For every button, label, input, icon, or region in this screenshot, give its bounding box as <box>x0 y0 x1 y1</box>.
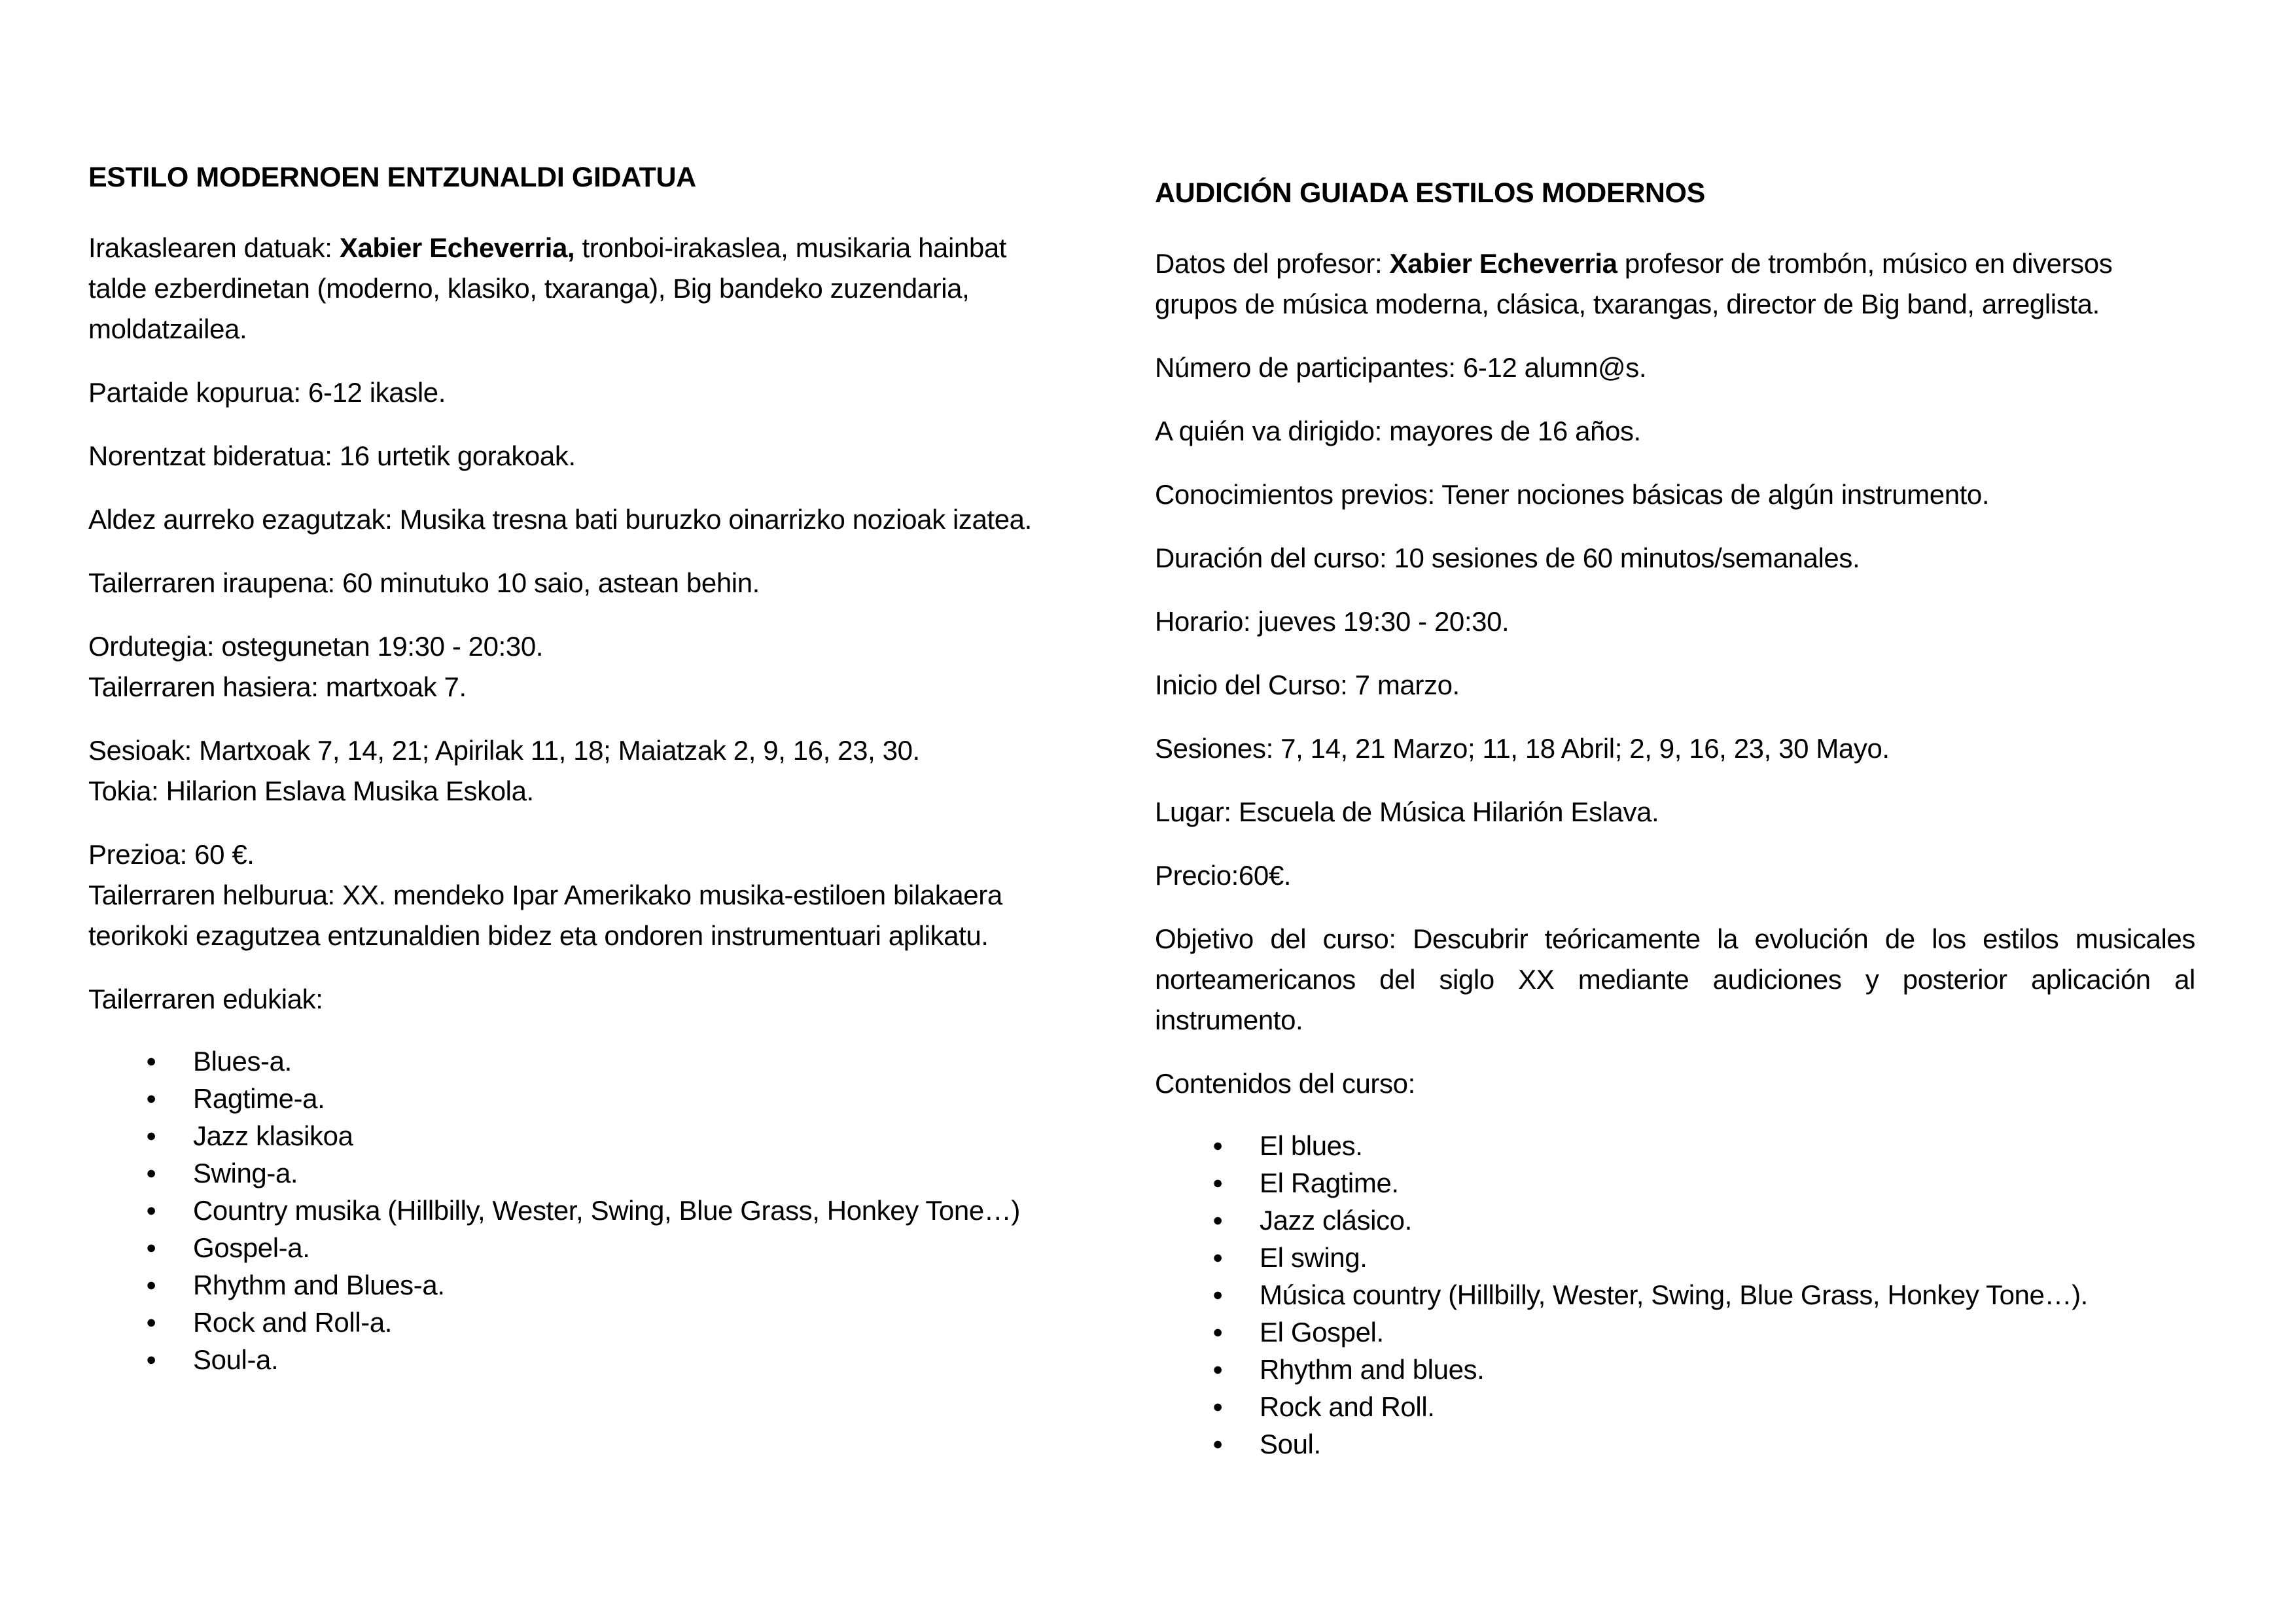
right-price: Precio:60€. <box>1155 860 1292 891</box>
right-prerequisites: Conocimientos previos: Tener nociones básicas de algún instrumento. <box>1155 479 1990 510</box>
left-duration: Tailerraren iraupena: 60 minutuko 10 saio, astean behin. <box>88 567 760 598</box>
left-teacher-info <box>88 228 1070 349</box>
left-contents-label: Tailerraren edukiak: <box>88 984 323 1014</box>
list-item: ● Rhythm and blues. <box>1155 1351 2195 1388</box>
right-duration: Duración del curso: 10 sesiones de 60 minutos/semanales. <box>1155 543 1860 573</box>
list-item: ● Ragtime-a. <box>88 1080 1070 1117</box>
left-schedule-block <box>88 626 1070 707</box>
list-item: ● Música country (Hillbilly, Wester, Swing, Blue Grass, Honkey Tone…). <box>1155 1276 2195 1313</box>
left-teacher-name: Xabier Echeverria, <box>339 232 575 263</box>
left-objective: Tailerraren helburua: XX. mendeko Ipar Amerikako musika-estiloen bilakaera teorikoki ezagutzea entzunaldien bidez eta ondoren instrumentuari aplikatu. <box>88 880 1002 951</box>
list-item: ● Soul. <box>1155 1425 2195 1463</box>
left-contents-list <box>88 1043 1070 1378</box>
list-item: ● El Ragtime. <box>1155 1164 2195 1202</box>
left-prerequisites: Aldez aurreko ezagutzak: Musika tresna bati buruzko oinarrizko nozioak izatea. <box>88 504 1032 535</box>
right-audience: A quién va dirigido: mayores de 16 años. <box>1155 416 1641 446</box>
basque-column <box>88 157 1070 1378</box>
spanish-column <box>1155 173 2195 1463</box>
list-item: ● Soul-a. <box>88 1341 1070 1378</box>
list-item: ● Gospel-a. <box>88 1229 1070 1266</box>
list-item: ● Jazz clásico. <box>1155 1202 2195 1239</box>
list-item: ● El blues. <box>1155 1127 2195 1164</box>
left-location: Tokia: Hilarion Eslava Musika Eskola. <box>88 776 534 806</box>
list-item: ● Rock and Roll-a. <box>88 1304 1070 1341</box>
left-sessions: Sesioak: Martxoak 7, 14, 21; Apirilak 11, 18; Maiatzak 2, 9, 16, 23, 30. <box>88 735 920 766</box>
list-item: ● Rock and Roll. <box>1155 1388 2195 1425</box>
list-item: ● Rhythm and Blues-a. <box>88 1266 1070 1304</box>
right-objective: Objetivo del curso: Descubrir teóricamente la evolución de los estilos musicales norteamericanos del siglo XX mediante audiciones y posterior aplicación al instrumento. <box>1155 923 2195 1035</box>
left-teacher-prefix: Irakaslearen datuak: <box>88 232 340 263</box>
right-teacher-rest: profesor de trombón, músico en diversos grupos de música moderna, clásica, txarangas, director de Big band, arreglista. <box>1155 248 2113 319</box>
list-item: ● Country musika (Hillbilly, Wester, Swing, Blue Grass, Honkey Tone…) <box>88 1192 1070 1229</box>
right-contents-list <box>1155 1127 2195 1463</box>
left-participants: Partaide kopurua: 6-12 ikasle. <box>88 377 446 408</box>
left-column-heading: ESTILO MODERNOEN ENTZUNALDI GIDATUA <box>88 162 696 193</box>
right-schedule: Horario: jueves 19:30 - 20:30. <box>1155 606 1510 637</box>
right-participants: Número de participantes: 6-12 alumn@s. <box>1155 352 1647 383</box>
list-item: ● Blues-a. <box>88 1043 1070 1080</box>
right-teacher-info <box>1155 243 2195 325</box>
list-item: ● El Gospel. <box>1155 1313 2195 1351</box>
left-price: Prezioa: 60 €. <box>88 839 255 870</box>
right-contents-label: Contenidos del curso: <box>1155 1068 1415 1099</box>
right-location: Lugar: Escuela de Música Hilarión Eslava. <box>1155 796 1659 827</box>
left-schedule: Ordutegia: ostegunetan 19:30 - 20:30. <box>88 631 544 662</box>
right-column-heading: AUDICIÓN GUIADA ESTILOS MODERNOS <box>1155 177 1705 209</box>
left-start-date: Tailerraren hasiera: martxoak 7. <box>88 671 467 702</box>
left-teacher-rest: tronboi-irakaslea, musikaria hainbat talde ezberdinetan (moderno, klasiko, txaranga), Big bandeko zuzendaria, moldatzailea. <box>88 232 1007 344</box>
left-price-block <box>88 834 1070 956</box>
left-audience: Norentzat bideratua: 16 urtetik gorakoak. <box>88 440 576 471</box>
right-sessions: Sesiones: 7, 14, 21 Marzo; 11, 18 Abril; 2, 9, 16, 23, 30 Mayo. <box>1155 733 1890 764</box>
list-item: ● Jazz klasikoa <box>88 1117 1070 1154</box>
right-start-date: Inicio del Curso: 7 marzo. <box>1155 669 1460 700</box>
right-teacher-prefix: Datos del profesor: <box>1155 248 1390 279</box>
list-item: ● El swing. <box>1155 1239 2195 1276</box>
right-teacher-name: Xabier Echeverria <box>1389 248 1617 279</box>
list-item: ● Swing-a. <box>88 1154 1070 1192</box>
left-sessions-block <box>88 730 1070 812</box>
